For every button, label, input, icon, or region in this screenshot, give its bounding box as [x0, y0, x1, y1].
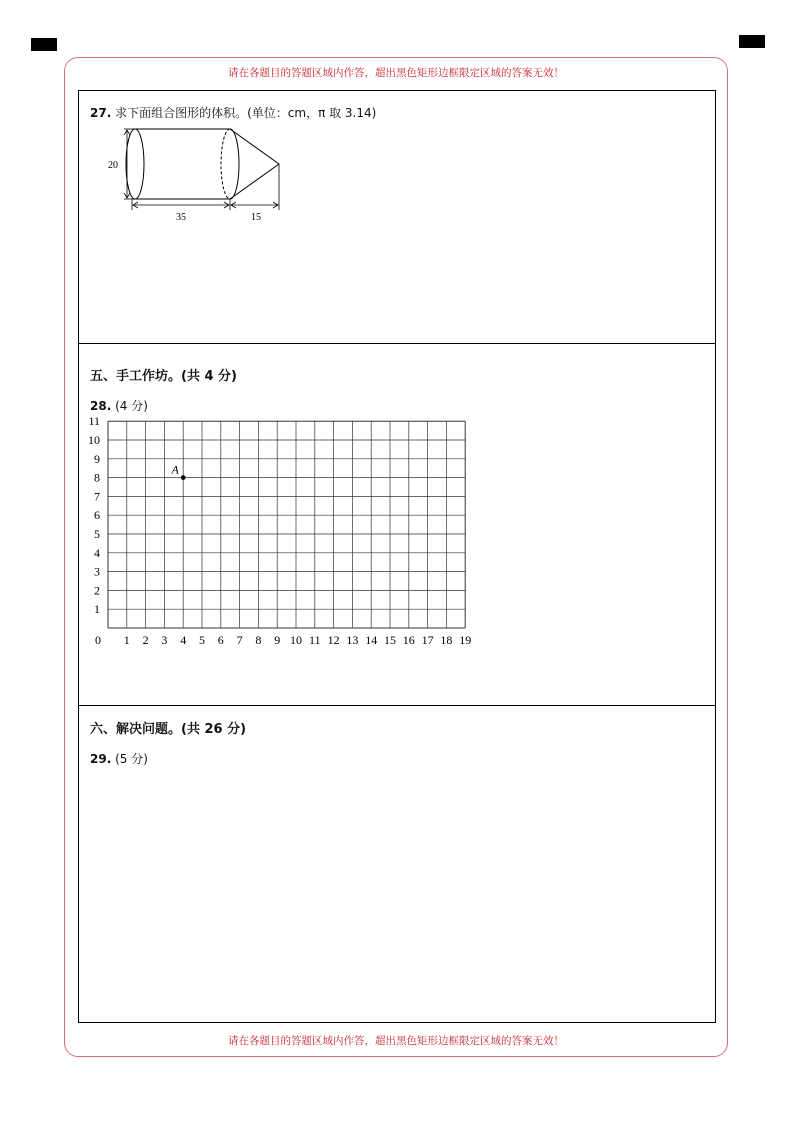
x-tick-label: 15 [384, 633, 396, 647]
y-tick-label: 7 [94, 489, 100, 504]
point-a-label: A [171, 462, 179, 477]
x-tick-label: 19 [459, 633, 472, 647]
x-tick-label: 6 [217, 633, 224, 647]
alignment-mark-left [31, 38, 57, 51]
x-tick-label: 10 [290, 633, 302, 647]
alignment-mark-right [739, 35, 765, 48]
section-5-area [79, 343, 715, 705]
y-tick-label: 4 [94, 545, 100, 560]
y-tick-label: 1 [94, 602, 100, 617]
combined-shape-diagram [99, 128, 299, 228]
x-tick-label: 13 [346, 633, 359, 647]
section-6-area [79, 705, 715, 1022]
cone-length-label: 15 [251, 212, 261, 223]
bottom-warning: 请在各题目的答题区域内作答，超出黑色矩形边框限定区域的答案无效！ [228, 1035, 564, 1047]
coordinate-grid [85, 414, 485, 652]
question-text: 求下面组合图形的体积。(单位：cm，π 取 3.14) [115, 106, 377, 120]
x-tick-label: 11 [309, 633, 321, 647]
x-tick-label: 17 [421, 633, 434, 647]
x-tick-label: 4 [180, 633, 187, 647]
y-tick-label: 2 [94, 583, 100, 598]
y-tick-label: 8 [94, 470, 100, 485]
x-tick-label: 8 [255, 633, 262, 647]
question-29-prompt [90, 750, 148, 767]
section-5-title: 五、手工作坊。(共 4 分) [90, 369, 237, 384]
y-tick-label: 11 [88, 414, 100, 429]
x-tick-label: 7 [236, 633, 243, 647]
x-tick-label: 14 [365, 633, 378, 647]
question-number: 28. [90, 399, 112, 413]
y-tick-label: 5 [94, 527, 100, 541]
section-6-title: 六、解决问题。(共 26 分) [90, 722, 247, 737]
top-warning: 请在各题目的答题区域内作答，超出黑色矩形边框限定区域的答案无效！ [228, 67, 564, 79]
y-tick-label: 3 [94, 564, 100, 579]
x-tick-label: 12 [327, 633, 340, 647]
y-tick-label: 6 [94, 508, 100, 523]
x-tick-label: 3 [161, 633, 168, 647]
x-tick-label: 9 [274, 633, 281, 647]
question-28-prompt [90, 397, 148, 414]
answer-box [78, 90, 716, 1023]
y-tick-label: 9 [94, 451, 100, 466]
x-tick-label: 5 [199, 633, 205, 647]
question-number: 29. [90, 752, 112, 766]
question-points: (5 分) [115, 752, 148, 766]
question-27-area [79, 91, 715, 343]
question-number: 27. [90, 106, 112, 120]
y-tick-label: 10 [88, 433, 100, 447]
question-27-prompt [90, 104, 376, 121]
x-tick-label: 16 [402, 633, 415, 647]
x-tick-label: 0 [95, 633, 101, 647]
x-tick-label: 2 [142, 633, 149, 647]
height-label: 20 [108, 160, 118, 171]
x-tick-label: 1 [123, 633, 130, 647]
x-tick-label: 18 [440, 633, 453, 647]
question-points: (4 分) [115, 399, 148, 413]
cylinder-length-label: 35 [176, 212, 186, 223]
point-a-marker [181, 475, 186, 480]
